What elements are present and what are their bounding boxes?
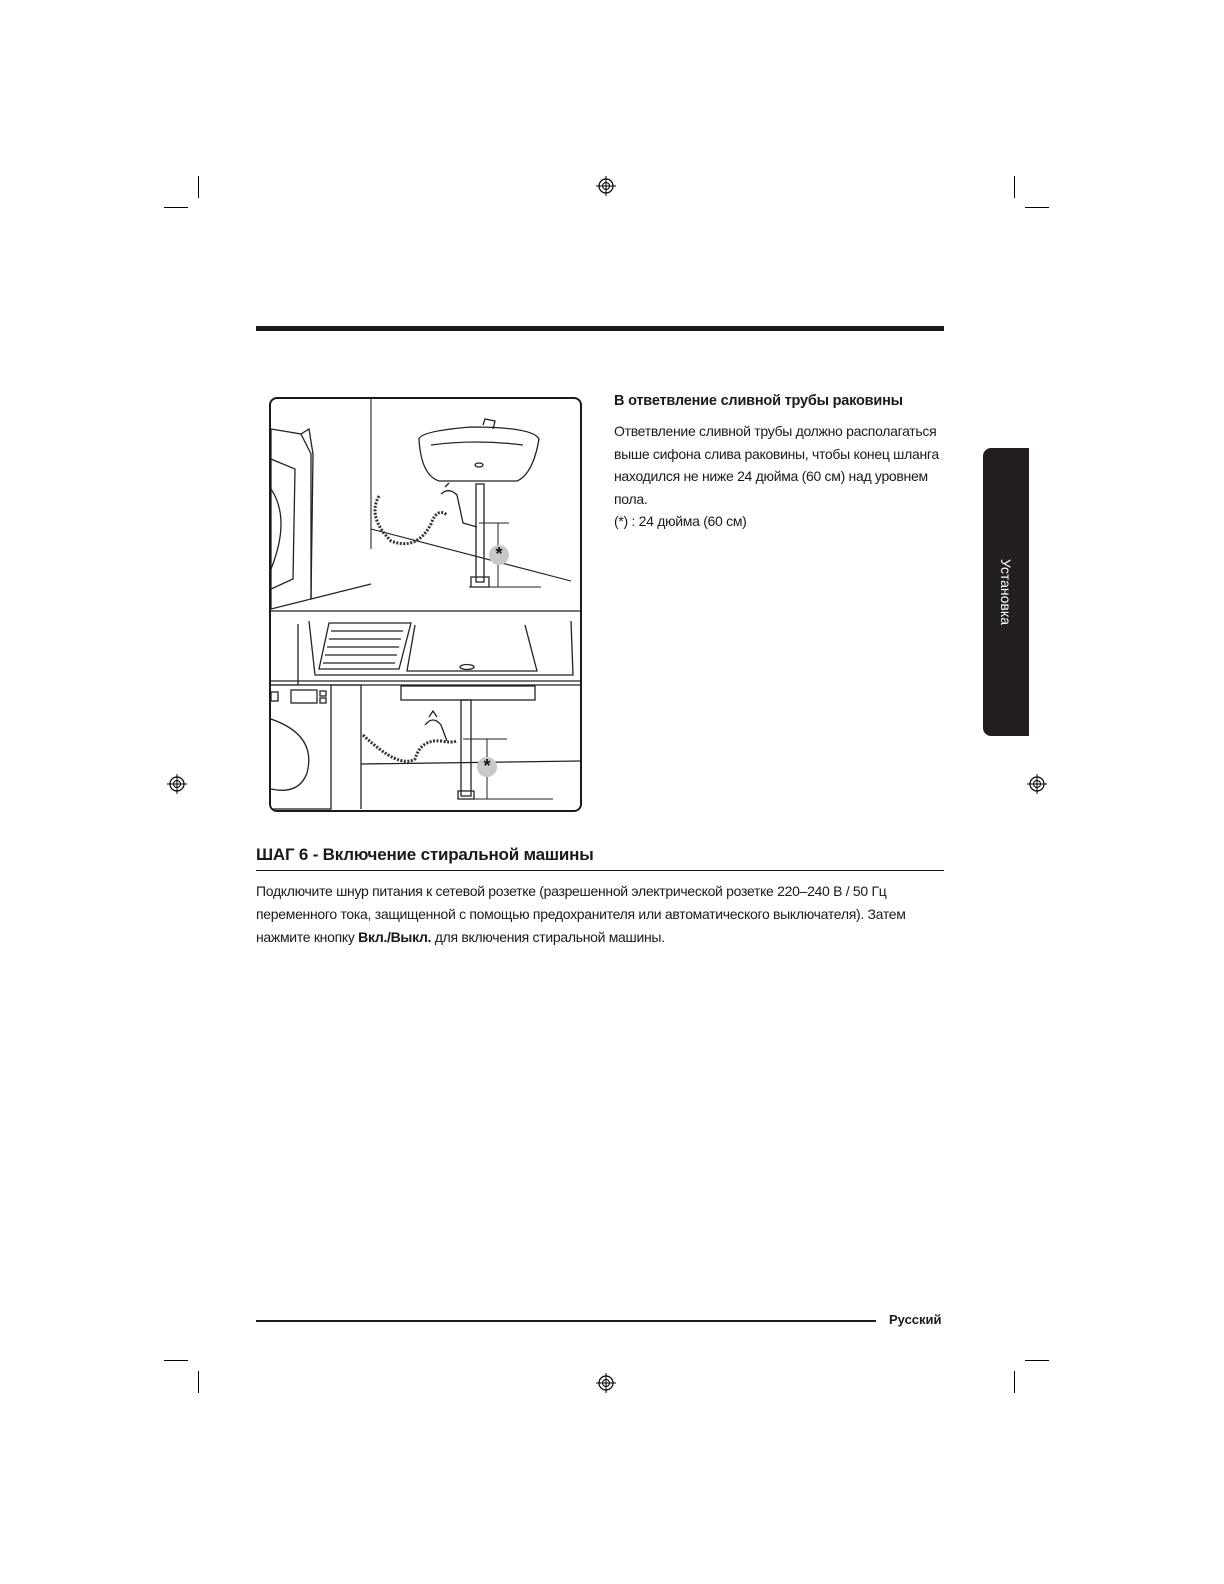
washer-side-icon: [271, 429, 371, 609]
text-line: находился не ниже 24 дюйма (60 см) над уровнем: [614, 468, 928, 484]
side-tab-label: Установка: [998, 558, 1014, 626]
registration-mark-icon: [596, 176, 616, 196]
text-line: Подключите шнур питания к сетевой розетке (разрешенной электрической розетке 220–240 В / 50 Гц: [256, 883, 887, 899]
footer-rule: [256, 1320, 876, 1322]
section-top-rule: [256, 326, 944, 331]
crop-mark: [1025, 1360, 1049, 1361]
text-line: пола.: [614, 490, 648, 507]
section-side-tab: [983, 448, 1029, 736]
text-fragment: нажмите кнопку: [256, 929, 359, 945]
registration-mark-icon: [1027, 774, 1047, 794]
drain-hose-icon: [375, 496, 447, 544]
registration-mark-icon: [167, 774, 187, 794]
step-heading-rule: [256, 870, 944, 871]
washer-front-icon: [271, 685, 580, 809]
text-line: [256, 926, 946, 949]
crop-mark: [164, 1360, 188, 1361]
registration-mark-icon: [596, 1373, 616, 1393]
drain-installation-illustration: [269, 397, 582, 812]
text-line: выше сифона слива раковины, чтобы конец шланга: [614, 445, 939, 462]
text-line: Ответвление сливной трубы должно располагаться: [614, 423, 937, 439]
crop-mark: [198, 176, 199, 198]
text-line: (*) : 24 дюйма (60 см): [614, 513, 747, 529]
height-marker-label: *: [495, 544, 503, 564]
crop-mark: [198, 1371, 199, 1393]
crop-mark: [1014, 1371, 1015, 1393]
power-button-name: Вкл./Выкл.: [358, 929, 432, 945]
figure-description: [614, 420, 944, 533]
step-heading: ШАГ 6 - Включение стиральной машины: [256, 845, 594, 864]
crop-mark: [164, 207, 188, 208]
step-instructions: [256, 880, 946, 949]
footer-language: Русский: [889, 1312, 942, 1327]
height-marker-label: *: [483, 756, 491, 776]
wall-sink-icon: [419, 419, 539, 587]
crop-mark: [1014, 176, 1015, 198]
figure-title: В ответвление сливной трубы раковины: [614, 393, 903, 409]
text-fragment: для включения стиральной машины.: [431, 929, 665, 945]
text-line: переменного тока, защищенной с помощью предохранителя или автоматического выключателя). Затем: [256, 906, 906, 922]
crop-mark: [1025, 207, 1049, 208]
